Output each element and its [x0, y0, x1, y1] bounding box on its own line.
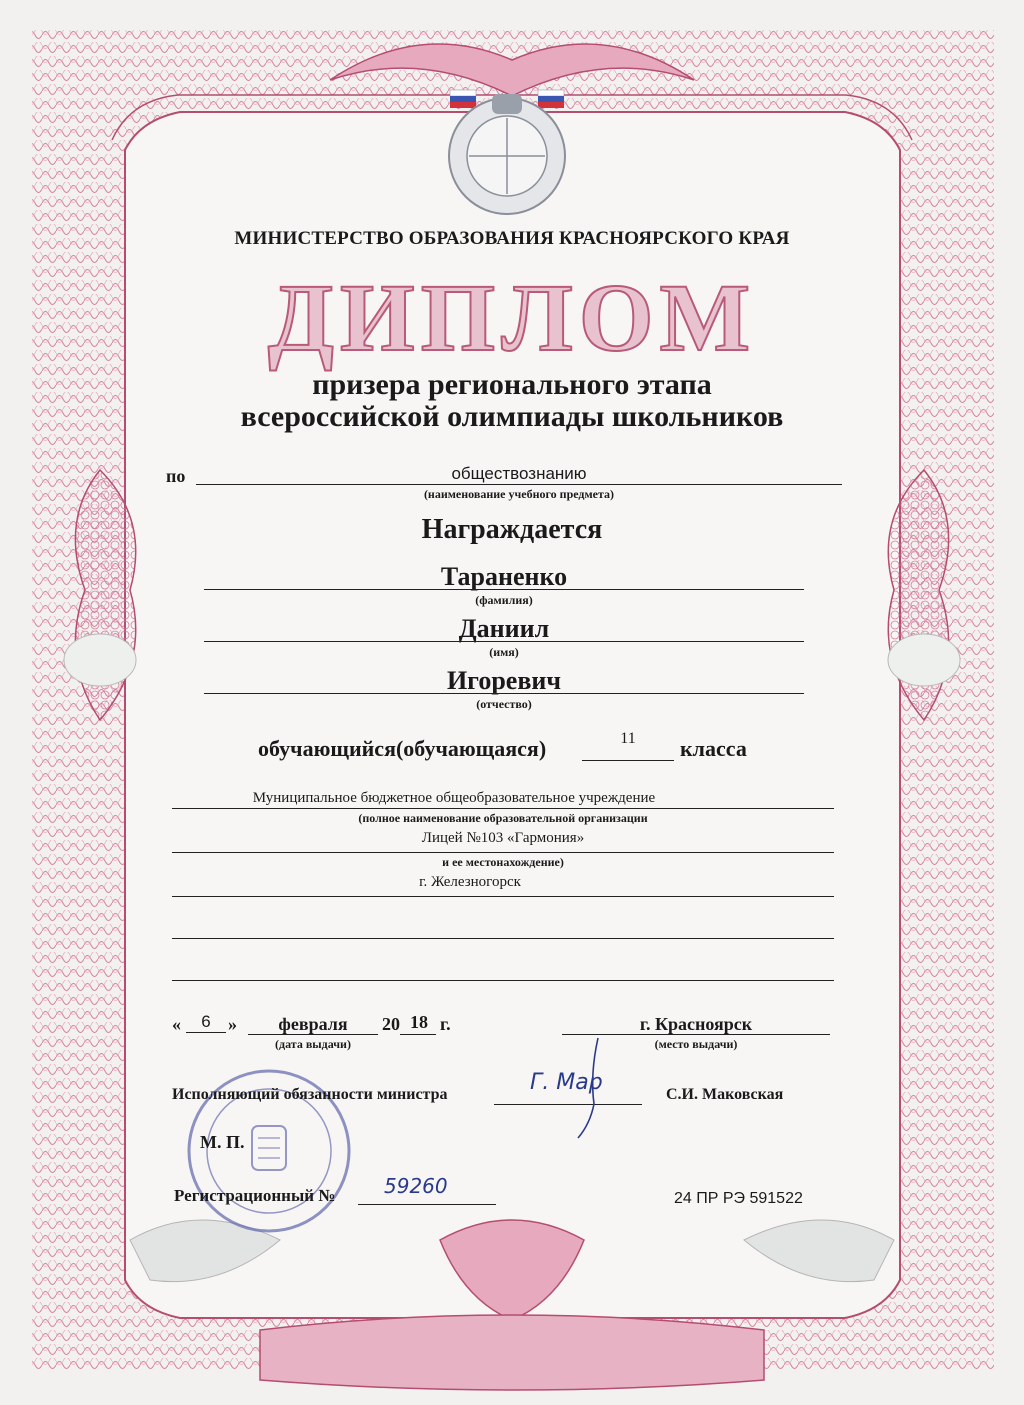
olympiad-emblem-icon [432, 84, 582, 219]
issue-place: г. Красноярск [639, 1014, 753, 1034]
grade-value: 11 [620, 730, 636, 747]
surname-underline [204, 589, 804, 590]
issue-year-prefix: 20 [382, 1014, 400, 1034]
school-underline-5 [172, 980, 834, 981]
name-value: Даниил [458, 614, 550, 643]
grade-underline [582, 760, 674, 761]
signature-stroke-icon [560, 1034, 620, 1144]
issue-year-unit: г. [440, 1014, 451, 1034]
name-caption: (имя) [489, 645, 519, 659]
stamp-place-label: М. П. [200, 1132, 245, 1152]
subject-underline [196, 484, 842, 485]
surname-value: Тараненко [440, 562, 568, 591]
school-underline-3 [172, 896, 834, 897]
subtitle-line-1: призера регионального этапа [312, 368, 712, 401]
signature-handwriting: Г. Мар [530, 1070, 603, 1095]
subject-value: обществознанию [451, 464, 587, 483]
school-caption-1: (полное наименование образовательной организации [358, 811, 648, 825]
school-line-2: Лицей №103 «Гармония» [421, 830, 585, 846]
awarded-label: Награждается [421, 514, 603, 545]
subject-caption: (наименование учебного предмета) [423, 487, 615, 501]
school-underline-1 [172, 808, 834, 809]
issue-month-underline [248, 1034, 378, 1035]
registration-label: Регистрационный № [174, 1186, 336, 1205]
subtitle-line-2: всероссийской олимпиады школьников [240, 400, 784, 433]
school-caption-2: и ее местонахождение) [442, 855, 564, 869]
registration-underline [358, 1204, 496, 1205]
ministry-heading: МИНИСТЕРСТВО ОБРАЗОВАНИЯ КРАСНОЯРСКОГО КРАЯ [234, 228, 790, 249]
signatory-name: С.И. Маковская [666, 1086, 784, 1103]
issue-place-caption: (место выдачи) [654, 1037, 738, 1051]
school-underline-2 [172, 852, 834, 853]
school-line-3: г. Железногорск [419, 874, 521, 890]
grade-suffix: класса [680, 736, 747, 761]
issue-month: февраля [278, 1014, 348, 1034]
issue-day-underline [186, 1032, 226, 1033]
subject-prefix: по [166, 466, 186, 486]
serial-number: 24 ПР РЭ 591522 [674, 1190, 803, 1207]
issue-day: 6 [201, 1012, 211, 1031]
issue-year-underline [400, 1034, 436, 1035]
school-underline-4 [172, 938, 834, 939]
surname-caption: (фамилия) [475, 593, 533, 607]
issue-date-caption: (дата выдачи) [275, 1037, 351, 1051]
patronymic-value: Игоревич [446, 666, 562, 695]
issue-year-suffix: 18 [410, 1012, 428, 1032]
date-quote-open: « [172, 1014, 181, 1034]
registration-number: 59260 [384, 1174, 448, 1198]
patronymic-caption: (отчество) [476, 697, 532, 711]
patronymic-underline [204, 693, 804, 694]
name-underline [204, 641, 804, 642]
signatory-role: Исполняющий обязанности министра [172, 1086, 448, 1103]
school-line-1: Муниципальное бюджетное общеобразовательное учреждение [252, 790, 656, 806]
grade-prefix: обучающийся(обучающаяся) [258, 736, 547, 761]
date-quote-close: » [228, 1014, 237, 1034]
diploma-title: ДИПЛОМ [267, 264, 757, 371]
